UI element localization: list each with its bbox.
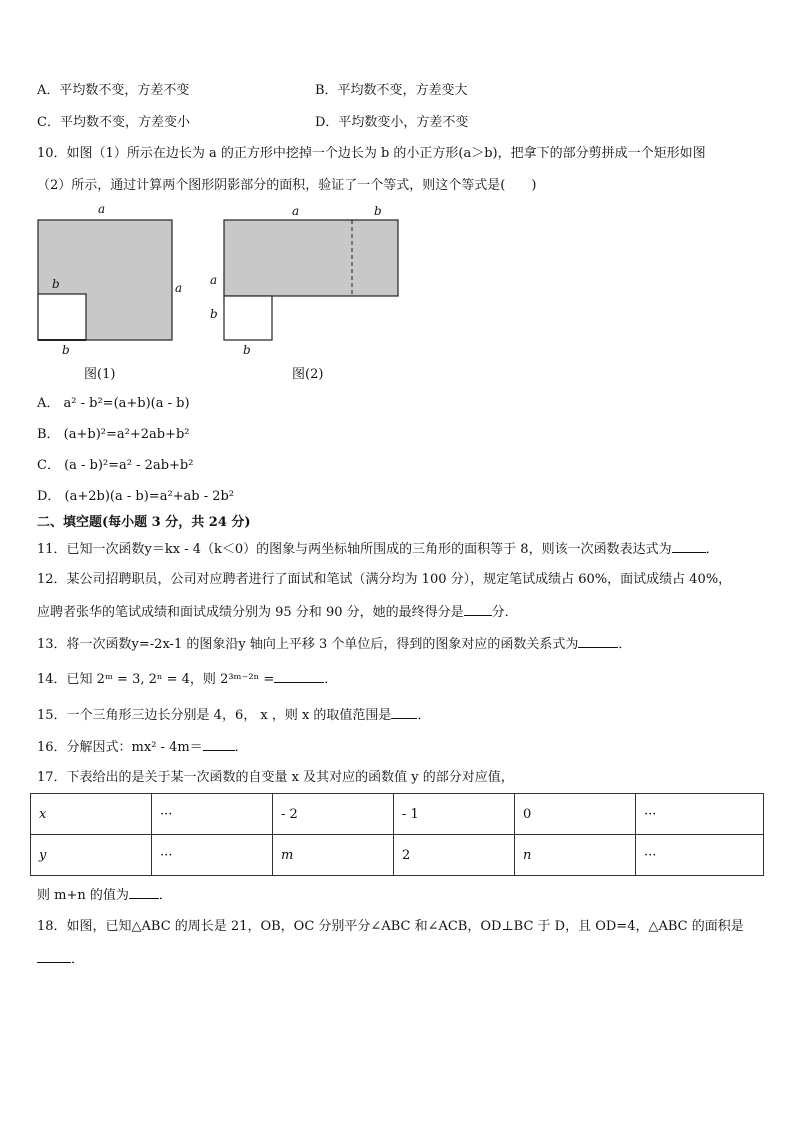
end-mark: ． (417, 708, 431, 723)
end-mark: ． (71, 952, 85, 967)
answer-blank-15[interactable] (391, 706, 417, 719)
table-cell: n (515, 835, 636, 876)
answer-blank-12[interactable] (464, 603, 492, 616)
figure-2-graphic (222, 218, 402, 344)
end-mark: ． (234, 740, 248, 755)
question-12-unit: 分． (491, 605, 518, 620)
figure-1-top-label: a (98, 202, 106, 216)
question-12-line1: 12．某公司招聘职员，公司对应聘者进行了面试和笔试（满分均为 100 分），规定笔试成绩占 60%，面试成绩占 40%， (37, 572, 732, 587)
answer-blank-16[interactable] (203, 738, 235, 751)
figure-1-caption: 图(1) (84, 367, 116, 382)
figure-2-left-a-label: a (210, 273, 218, 287)
question-11-text: 11．已知一次函数y＝kx - 4（k＜0）的图象与两坐标轴所围成的三角形的面积等于 8，则该一次函数表达式为 (37, 542, 672, 557)
q9-option-d: D．平均数变小，方差不变 (315, 115, 469, 130)
table-cell: x (31, 794, 152, 835)
answer-blank-13[interactable] (578, 635, 618, 648)
figure-2-caption: 图(2) (292, 367, 324, 382)
question-16 (37, 738, 248, 757)
end-mark: ． (705, 542, 719, 557)
question-14 (37, 670, 337, 689)
end-mark: ． (158, 888, 172, 903)
q10-stem-line1: 10．如图（1）所示在边长为 a 的正方形中挖掉一个边长为 b 的小正方形(a＞b)，把拿下的部分剪拼成一个矩形如图 (37, 146, 706, 161)
q10-option-a: A． a² - b²=(a+b)(a - b) (37, 396, 190, 411)
table-cell: ··· (152, 835, 273, 876)
figure-1-right-label: a (175, 281, 183, 295)
figure-1-inner-label: b (52, 277, 60, 291)
q9-option-a: A．平均数不变，方差不变 (37, 83, 190, 98)
table-cell: ··· (636, 794, 764, 835)
table-row-y (31, 835, 764, 876)
table-cell: m (273, 835, 394, 876)
question-16-text: 16．分解因式：mx² - 4m＝ (37, 740, 203, 755)
end-mark: ． (324, 672, 338, 687)
question-12-line2 (37, 603, 518, 622)
question-15 (37, 706, 430, 725)
section-2-title: 二、填空题(每小题 3 分，共 24 分) (37, 515, 251, 530)
table-cell: ··· (636, 835, 764, 876)
table-cell: ··· (152, 794, 273, 835)
question-14-text: 14．已知 2ᵐ = 3, 2ⁿ = 4，则 2³ᵐ⁻²ⁿ = (37, 672, 275, 687)
q9-option-b: B．平均数不变，方差变大 (315, 83, 468, 98)
q9-option-c: C．平均数不变，方差变小 (37, 115, 190, 130)
question-18-line2 (37, 950, 84, 969)
table-cell: 0 (515, 794, 636, 835)
figure-1-cut-square (38, 294, 86, 340)
question-11 (37, 540, 719, 559)
value-table (30, 793, 764, 876)
figure-2-left-b-label: b (210, 307, 218, 321)
end-mark: ． (618, 637, 632, 652)
figure-2-small-square (224, 296, 272, 340)
question-17-after-text: 则 m+n 的值为 (37, 888, 129, 903)
figure-2-top-b-label: b (374, 204, 382, 218)
question-15-text: 15．一个三角形三边长分别是 4，6， x ，则 x 的取值范围是 (37, 708, 392, 723)
question-18-line1: 18．如图，已知△ABC 的周长是 21，OB，OC 分别平分∠ABC 和∠ACB，OD⊥BC 于 D，且 OD=4，△ABC 的面积是 (37, 919, 744, 934)
question-17-intro: 17．下表给出的是关于某一次函数的自变量 x 及其对应的函数值 y 的部分对应值， (37, 770, 514, 785)
answer-blank-17[interactable] (129, 886, 159, 899)
question-13-text: 13．将一次函数y=-2x-1 的图象沿y 轴向上平移 3 个单位后，得到的图象对应的函数关系式为 (37, 637, 579, 652)
figure-2-rectangle (224, 220, 398, 296)
q10-option-d: D． (a+2b)(a - b)=a²+ab - 2b² (37, 489, 235, 504)
answer-blank-14[interactable] (274, 670, 324, 683)
question-17-answer (37, 886, 172, 905)
figure-1-bottom-label: b (62, 343, 70, 357)
question-13 (37, 635, 631, 654)
figure-2-top-a-label: a (292, 204, 300, 218)
q10-option-b: B． (a+b)²=a²+2ab+b² (37, 427, 190, 442)
table-cell: - 2 (273, 794, 394, 835)
answer-blank-18[interactable] (37, 950, 71, 963)
table-cell: - 1 (394, 794, 515, 835)
table-row-x (31, 794, 764, 835)
q10-option-c: C． (a - b)²=a² - 2ab+b² (37, 458, 194, 473)
q10-stem-line2: （2）所示，通过计算两个图形阴影部分的面积，验证了一个等式，则这个等式是( ) (37, 178, 537, 193)
table-cell: 2 (394, 835, 515, 876)
question-12-text: 应聘者张华的笔试成绩和面试成绩分别为 95 分和 90 分，她的最终得分是 (37, 605, 464, 620)
figure-2-bottom-b-label: b (243, 343, 251, 357)
table-cell: y (31, 835, 152, 876)
answer-blank-11[interactable] (672, 540, 706, 553)
